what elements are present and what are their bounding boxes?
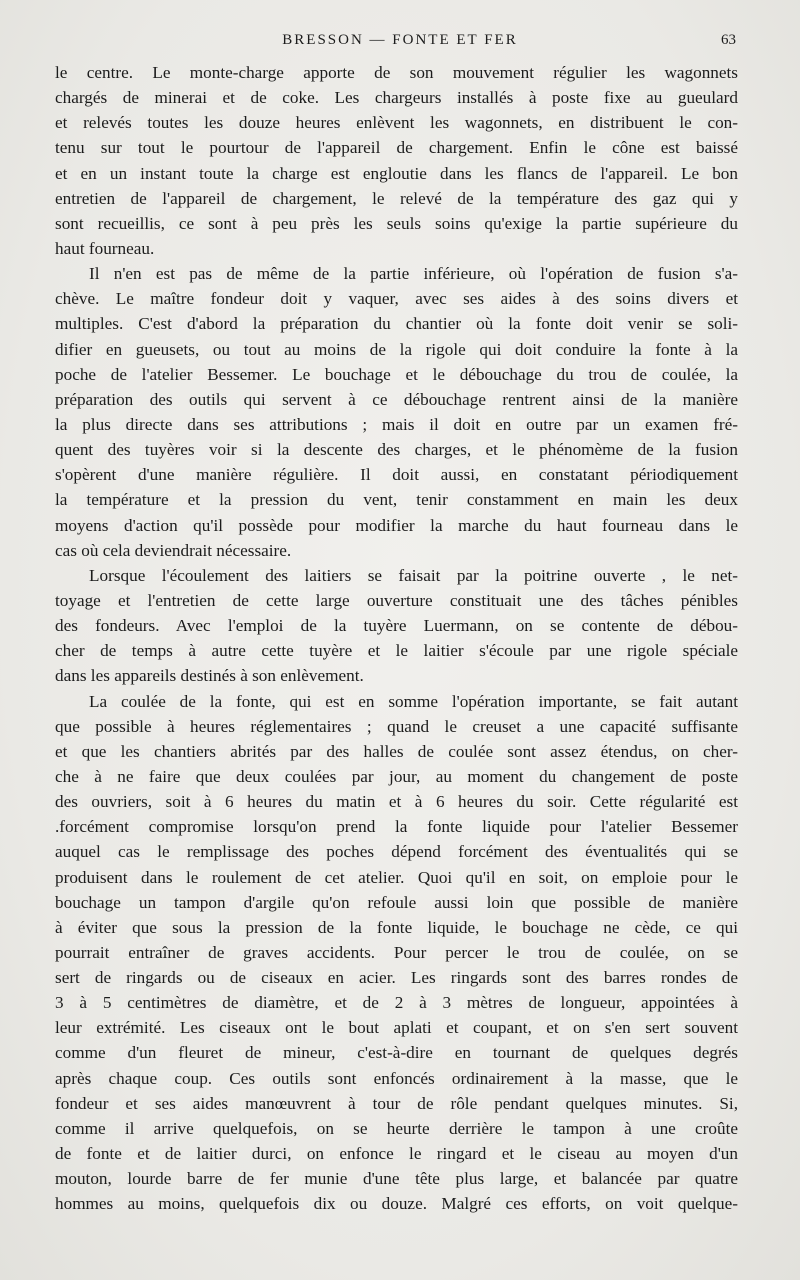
- text-line: à éviter que sous la pression de la fonte liquide, le bouchage ne cède, ce qui: [55, 917, 738, 937]
- text-line: che à ne faire que deux coulées par jour, au moment du changement de poste: [55, 766, 738, 786]
- running-header: [60, 30, 740, 54]
- text-line: Lorsque l'écoulement des laitiers se faisait par la poitrine ouverte , le net-: [89, 565, 738, 585]
- text-line: des fondeurs. Avec l'emploi de la tuyère Luermann, on se contente de débou-: [55, 616, 738, 636]
- text-line: mouton, lourde barre de fer munie d'une tête plus large, et balancée par quatre: [55, 1169, 738, 1189]
- text-line: cas où cela deviendrait nécessaire.: [55, 540, 292, 560]
- text-line: difier en gueusets, ou tout au moins de la rigole qui doit conduire la fonte à la: [55, 339, 738, 359]
- text-line: dans les appareils destinés à son enlèvement.: [55, 666, 364, 686]
- text-line: leur extrémité. Les ciseaux ont le bout aplati et coupant, et on s'en sert souvent: [55, 1018, 738, 1038]
- text-line: de fonte et de laitier durci, on enfonce le ringard et le ciseau au moyen d'un: [55, 1144, 738, 1164]
- text-line: tenu sur tout le pourtour de l'appareil de chargement. Enfin le cône est baissé: [55, 138, 738, 158]
- text-line: bouchage un tampon d'argile qu'on refoule aussi loin que possible de manière: [55, 892, 738, 912]
- text-line: poche de l'atelier Bessemer. Le bouchage et le débouchage du trou de coulée, la: [55, 364, 738, 384]
- text-line: auquel cas le remplissage des poches dépend forcément des éventualités qui se: [55, 842, 738, 862]
- text-line: chève. Le maître fondeur doit y vaquer, avec ses aides à des soins divers et: [55, 289, 738, 309]
- text-line: la plus directe dans ses attributions ; mais il doit en outre par un examen fré-: [55, 414, 738, 434]
- text-line: la température et la pression du vent, tenir constamment en main les deux: [55, 490, 738, 510]
- text-line: La coulée de la fonte, qui est en somme l'opération importante, se fait autant: [89, 691, 738, 711]
- text-line: préparation des outils qui servent à ce débouchage rentrent ainsi de la manière: [55, 389, 738, 409]
- text-line: Il n'en est pas de même de la partie inférieure, où l'opération de fusion s'a-: [89, 264, 738, 284]
- text-line: hommes au moins, quelquefois dix ou douze. Malgré ces efforts, on voit quelque-: [55, 1194, 738, 1214]
- text-line: comme d'un fleuret de mineur, c'est-à-dire en tournant de quelques degrés: [55, 1043, 738, 1063]
- text-line: des ouvriers, soit à 6 heures du matin et à 6 heures du soir. Cette régularité est: [55, 792, 738, 812]
- text-line: .forcément compromise lorsqu'on prend la fonte liquide pour l'atelier Bessemer: [55, 817, 738, 837]
- text-line: toyage et l'entretien de cette large ouverture constituait une des tâches pénibles: [55, 590, 738, 610]
- text-line: que possible à heures réglementaires ; quand le creuset a une capacité suffisante: [55, 716, 738, 736]
- text-line: et en un instant toute la charge est engloutie dans les flancs de l'appareil. Le bon: [55, 163, 738, 183]
- text-line: quent des tuyères voir si la descente des charges, et le phénomème de la fusion: [55, 440, 738, 460]
- text-line: comme il arrive quelquefois, on se heurte derrière le tampon à une croûte: [55, 1118, 738, 1138]
- text-line: moyens d'action qu'il possède pour modifier la marche du haut fourneau dans le: [55, 515, 738, 535]
- text-line: s'opèrent d'une manière régulière. Il doit aussi, en constatant périodiquement: [55, 465, 738, 485]
- text-line: haut fourneau.: [55, 238, 155, 258]
- text-line: et relevés toutes les douze heures enlèvent les wagonnets, en distribuent le con-: [55, 113, 738, 133]
- text-line: sont recueillis, ce sont à peu près les seuls soins qu'exige la partie supérieure du: [55, 213, 738, 233]
- text-line: et que les chantiers abrités par des halles de coulée sont assez étendus, on cher-: [55, 741, 738, 761]
- text-line: sert de ringards ou de ciseaux en acier. Les ringards sont des barres rondes de: [55, 968, 738, 988]
- text-line: 3 à 5 centimètres de diamètre, et de 2 à 3 mètres de longueur, appointées à: [55, 993, 738, 1013]
- text-line: cher de temps à autre cette tuyère et le laitier s'écoule par une rigole spéciale: [55, 641, 738, 661]
- page-number: 63: [721, 32, 736, 48]
- text-line: après chaque coup. Ces outils sont enfoncés ordinairement à la masse, que le: [55, 1068, 738, 1088]
- text-line: produisent dans le roulement de cet atelier. Quoi qu'il en soit, on emploie pour le: [55, 867, 738, 887]
- body-text: [55, 60, 738, 1216]
- text-line: pourrait entraîner de graves accidents. Pour percer le trou de coulée, on se: [55, 942, 738, 962]
- text-line: entretien de l'appareil de chargement, le relevé de la température des gaz qui y: [55, 188, 738, 208]
- text-line: le centre. Le monte-charge apporte de son mouvement régulier les wagonnets: [55, 63, 738, 82]
- text-line: multiples. C'est d'abord la préparation du chantier où la fonte doit venir se soli-: [55, 314, 738, 334]
- text-line: fondeur et ses aides manœuvrent à tour de rôle pendant quelques minutes. Si,: [55, 1093, 738, 1113]
- running-title: BRESSON — FONTE ET FER: [282, 32, 518, 48]
- text-line: chargés de minerai et de coke. Les chargeurs installés à poste fixe au gueulard: [55, 88, 738, 108]
